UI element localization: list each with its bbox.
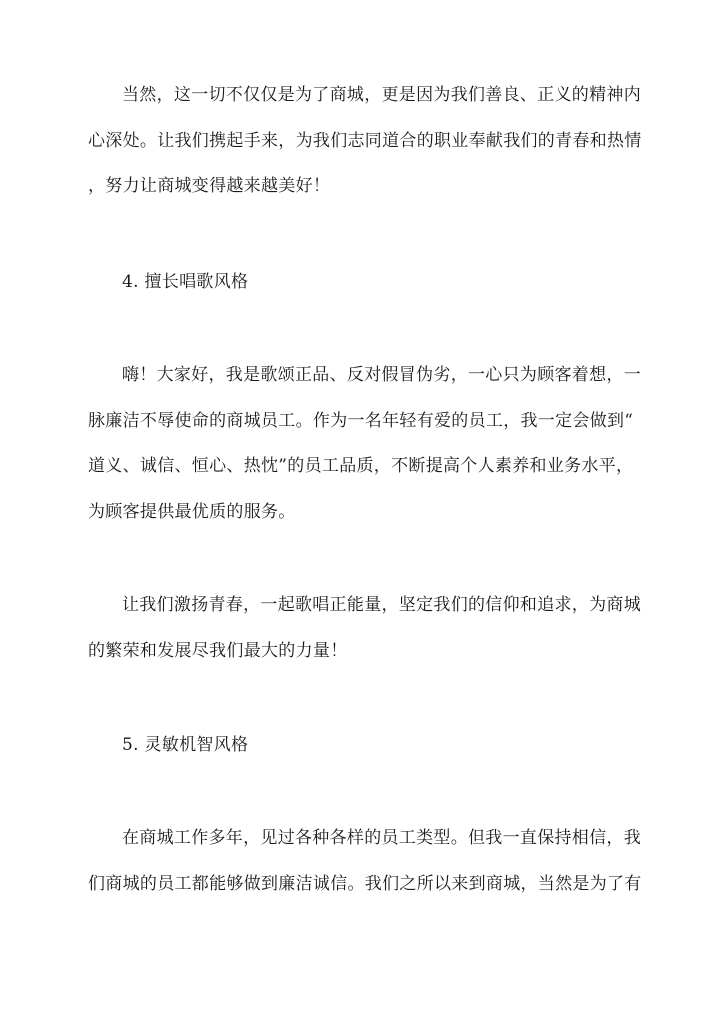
- section-heading-4: 4. 擅长唱歌风格: [122, 272, 249, 292]
- text-line: 们商城的员工都能够做到廉洁诚信。我们之所以来到商城，当然是为了有: [88, 873, 642, 894]
- text-line: 在商城工作多年，见过各种各样的员工类型。但我一直保持相信，我: [122, 828, 641, 848]
- text-line: 让我们激扬青春，一起歌唱正能量，坚定我们的信仰和追求，为商城: [122, 595, 641, 615]
- section-heading-5: 5. 灵敏机智风格: [122, 735, 249, 755]
- paragraph-clever-style: [88, 816, 642, 907]
- text-line: 的繁荣和发展尽我们最大的力量！: [88, 640, 348, 661]
- text-line: 嗨！大家好，我是歌颂正品、反对假冒伪劣，一心只为顾客着想，一: [122, 365, 641, 385]
- text-line: 心深处。让我们携起手来，为我们志同道合的职业奉献我们的青春和热情: [88, 130, 642, 151]
- text-line: 为顾客提供最优质的服务。: [88, 501, 296, 522]
- text-line: 当然，这一切不仅仅是为了商城，更是因为我们善良、正义的精神内: [122, 85, 641, 105]
- text-line: ，努力让商城变得越来越美好！: [88, 176, 331, 196]
- text-line: 道义、诚信、恒心、热忱”的员工品质，不断提高个人素养和业务水平，: [88, 456, 634, 476]
- paragraph-singing-style: [88, 353, 641, 535]
- paragraph-sing-together: [88, 583, 641, 674]
- paragraph-conclusion: [88, 73, 642, 210]
- text-line: 脉廉洁不辱使命的商城员工。作为一名年轻有爱的员工，我一定会做到“: [88, 410, 634, 431]
